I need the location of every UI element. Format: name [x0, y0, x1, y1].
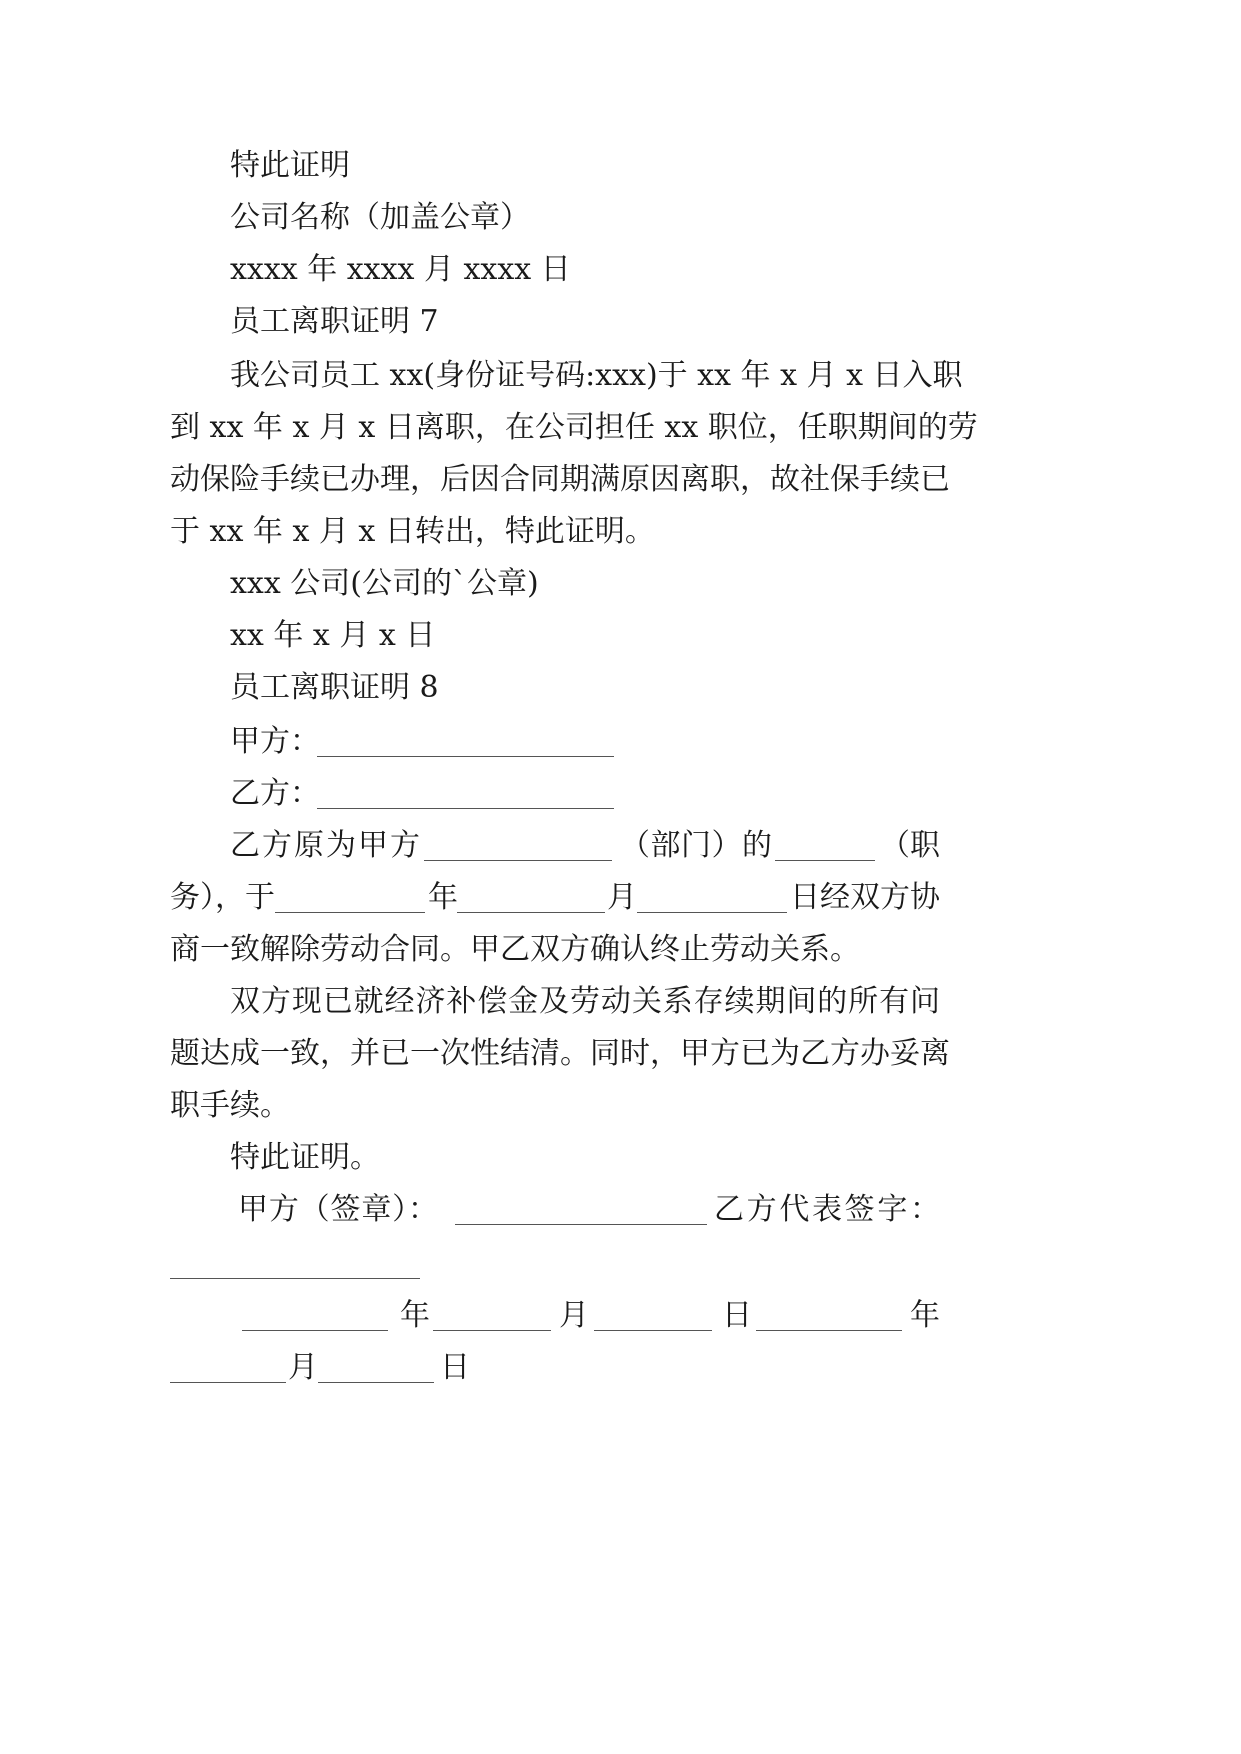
- date-line-2: xx 年 x 月 x 日: [230, 618, 436, 653]
- sig-day-blank-b[interactable]: [318, 1356, 434, 1383]
- paragraph-1-line-1: 我公司员工 xx(身份证号码:xxx)于 xx 年 x 月 x 日入职: [230, 358, 963, 393]
- date-line-1: xxxx 年 xxxx 月 xxxx 日: [230, 252, 571, 287]
- sig-month-blank-a[interactable]: [433, 1304, 551, 1331]
- paragraph-3-line-1: 双方现已就经济补偿金及劳动关系存续期间的所有问: [230, 984, 940, 1019]
- signature-continuation: [0, 1244, 1241, 1284]
- day-blank[interactable]: [637, 886, 787, 913]
- heading-certificate-7: 员工离职证明 7: [230, 304, 439, 339]
- sig-year-blank-b[interactable]: [756, 1304, 902, 1331]
- date-signature-line-2: 月 日: [0, 1348, 1241, 1388]
- year-blank[interactable]: [275, 886, 425, 913]
- party-b-signature-blank[interactable]: [170, 1252, 420, 1279]
- paragraph-1-line-3: 动保险手续已办理，后因合同期满原因离职，故社保手续已: [170, 462, 950, 497]
- party-a-line: 甲方：: [0, 722, 1241, 762]
- company-name-seal: 公司名称（加盖公章）: [230, 200, 530, 235]
- closing-text-1: 特此证明: [230, 148, 350, 183]
- signature-line: 甲方（签章）： 乙方代表签字：: [238, 1192, 940, 1227]
- party-a-blank[interactable]: [317, 730, 614, 757]
- sig-month-blank-b[interactable]: [170, 1356, 286, 1383]
- paragraph-1-line-2: 到 xx 年 x 月 x 日离职，在公司担任 xx 职位，任职期间的劳: [170, 410, 978, 445]
- party-a-signature-blank[interactable]: [455, 1198, 707, 1225]
- heading-certificate-8: 员工离职证明 8: [230, 670, 439, 705]
- sig-day-blank-a[interactable]: [594, 1304, 712, 1331]
- paragraph-3-line-2: 题达成一致，并已一次性结清。同时，甲方已为乙方办妥离: [170, 1036, 950, 1071]
- company-seal-2: xxx 公司(公司的`公章): [230, 566, 539, 601]
- department-blank[interactable]: [424, 834, 612, 861]
- closing-text-2: 特此证明。: [230, 1140, 380, 1175]
- paragraph-2-line-1: 乙方原为甲方 （部门）的 （职: [230, 828, 940, 863]
- month-blank[interactable]: [457, 886, 605, 913]
- paragraph-3-line-3: 职手续。: [170, 1088, 290, 1123]
- paragraph-2-line-3: 商一致解除劳动合同。甲乙双方确认终止劳动关系。: [170, 932, 860, 967]
- paragraph-1-line-4: 于 xx 年 x 月 x 日转出，特此证明。: [170, 514, 655, 549]
- party-b-blank[interactable]: [317, 782, 614, 809]
- date-signature-line-1: 年 月 日 年: [0, 1296, 1241, 1336]
- paragraph-2-line-2: 务），于 年 月 日经双方协: [170, 880, 940, 915]
- sig-year-blank-a[interactable]: [242, 1304, 388, 1331]
- position-blank[interactable]: [775, 834, 875, 861]
- party-b-line: 乙方：: [0, 774, 1241, 814]
